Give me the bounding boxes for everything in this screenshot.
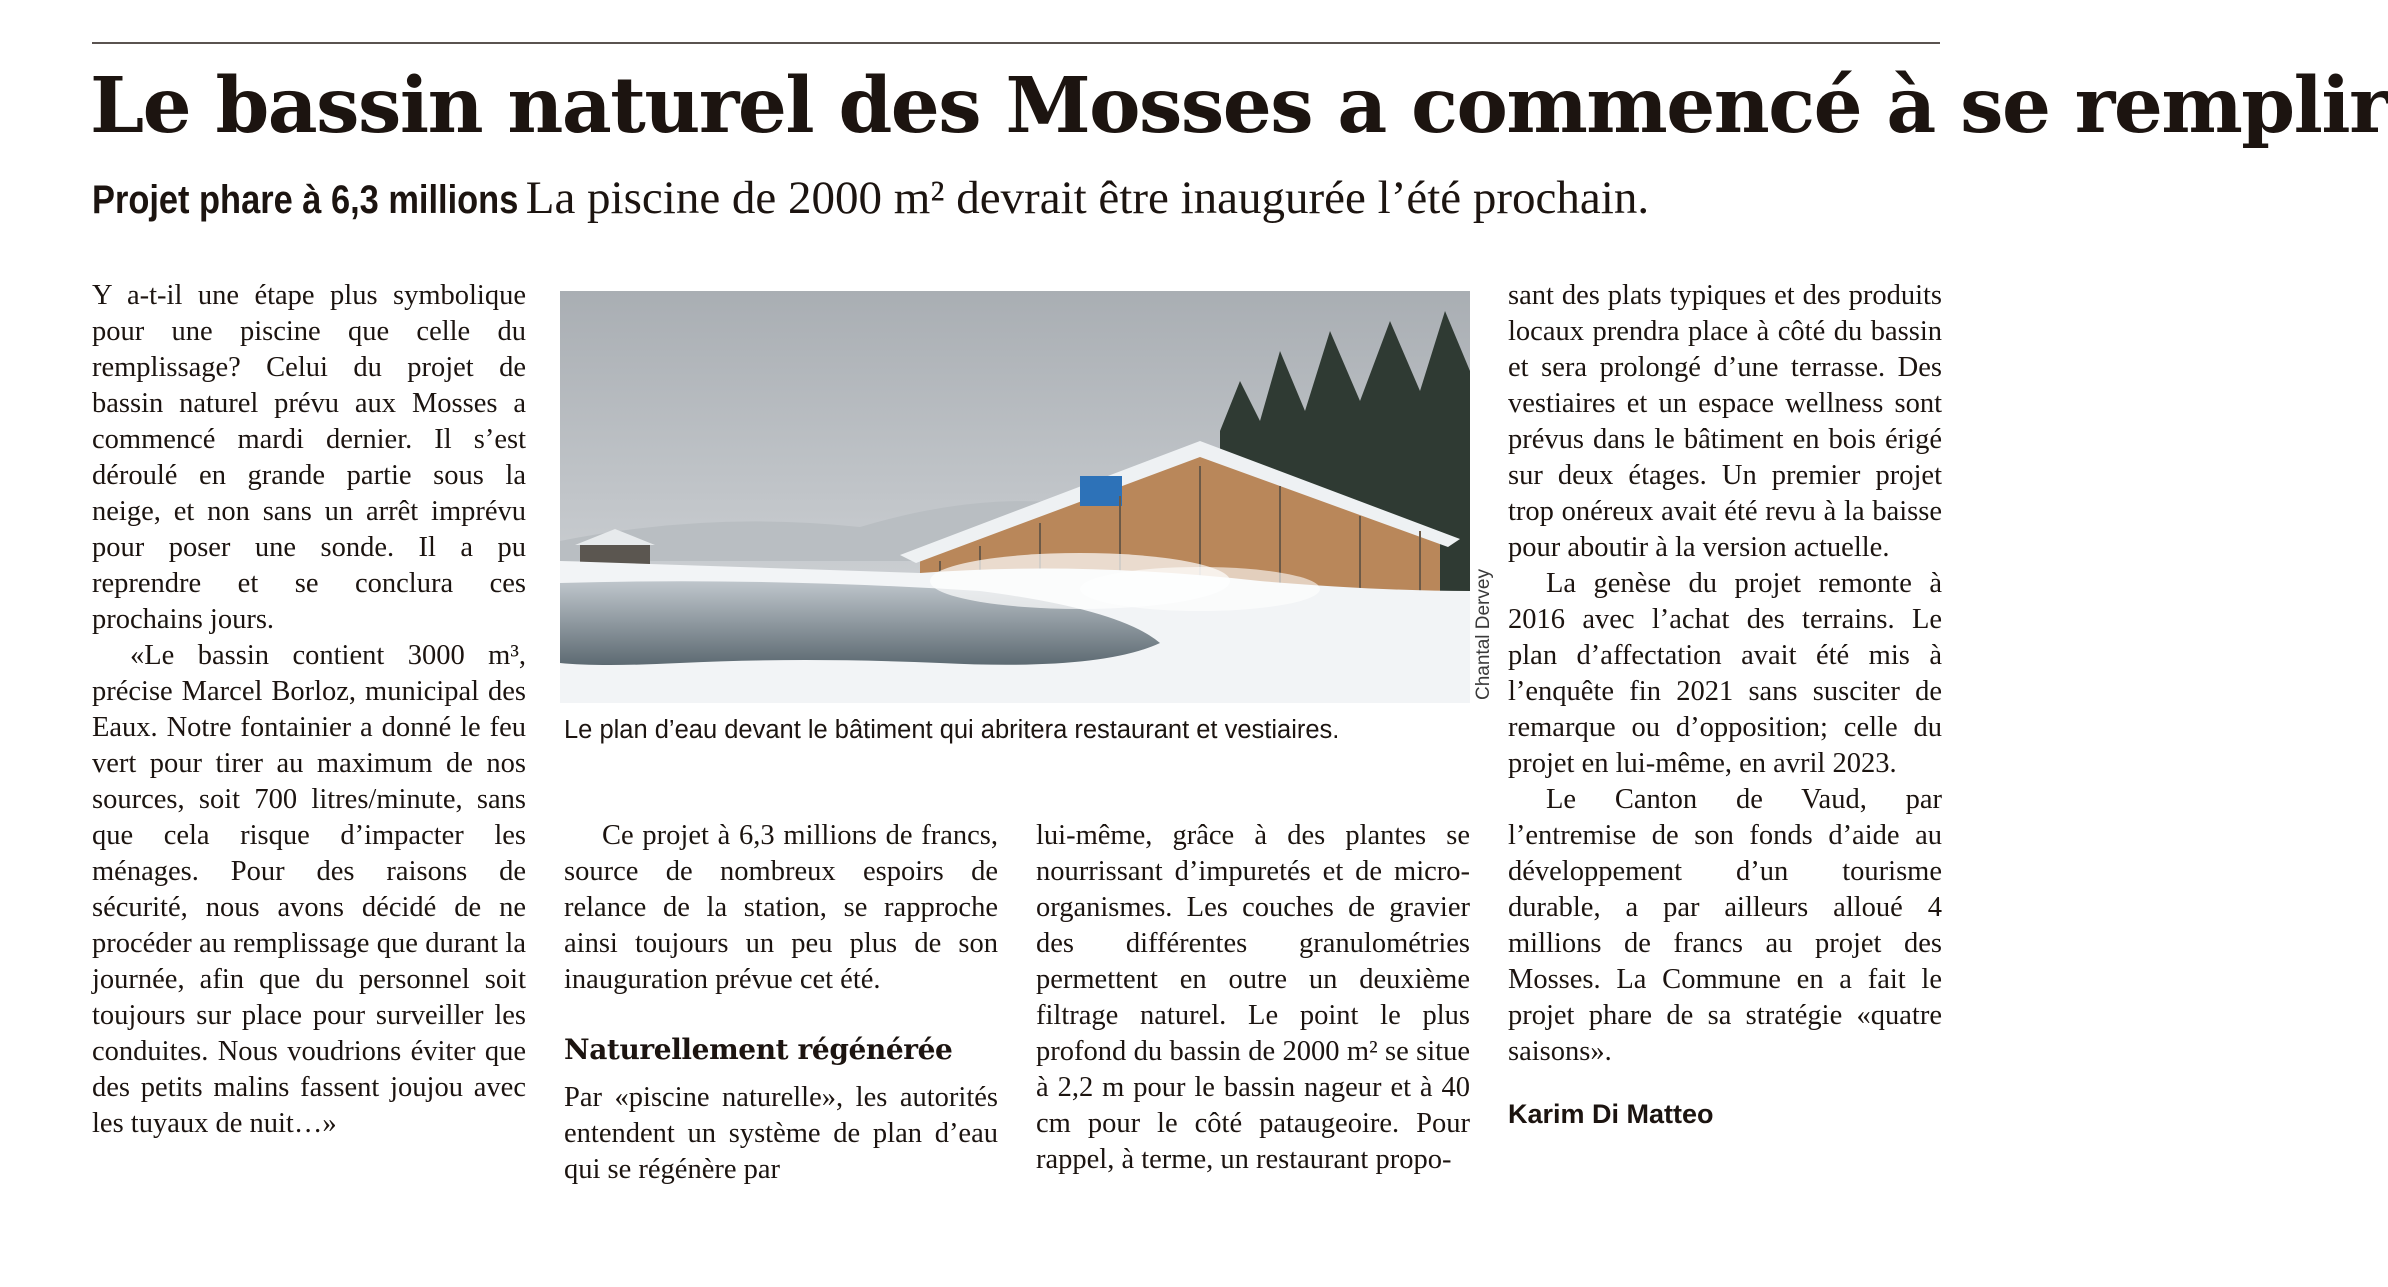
photo-credit: Chantal Dervey bbox=[1473, 569, 1494, 700]
kicker: Projet phare à 6,3 millions bbox=[92, 178, 519, 222]
paragraph: Ce projet à 6,3 millions de francs, source de nombreux espoirs de relance de la station, se rapproche ainsi toujours un peu plus de son inauguration prévue cet été. bbox=[564, 820, 998, 995]
paragraph: sant des plats typiques et des produits locaux prendra place à côté du bassin et sera prolongé d’une terrasse. Des vestiaires et un espace wellness sont prévus dans le bâtiment en bois érigé sur deux étages. Un premier projet trop onéreux avait été revu à la baisse pour aboutir à la version actuelle. bbox=[1508, 280, 1942, 563]
headline: Le bassin naturel des Mosses a commencé à se remplir bbox=[90, 61, 2388, 151]
photo-caption: Le plan d’eau devant le bâtiment qui abritera restaurant et vestiaires. bbox=[564, 716, 1340, 744]
dek: La piscine de 2000 m² devrait être inaugurée l’été prochain. bbox=[525, 172, 1650, 224]
article-photo bbox=[560, 291, 1470, 703]
subheading: Naturellement régénérée bbox=[564, 1033, 953, 1066]
paragraph: Par «piscine naturelle», les autorités entendent un système de plan d’eau qui se régénère par bbox=[564, 1082, 998, 1185]
column-1 bbox=[92, 278, 526, 1142]
column-2 bbox=[564, 818, 998, 1188]
subline bbox=[92, 166, 1649, 241]
column-4 bbox=[1508, 278, 1942, 1132]
paragraph: Y a-t-il une étape plus symbolique pour une piscine que celle du remplissage? Celui du projet de bassin naturel prévu aux Mosses a commencé mardi dernier. Il s’est déroulé en grande partie sous la neige, et non sans un arrêt imprévu pour poser une sonde. Il a pu reprendre et se conclura ces prochains jours. bbox=[92, 280, 526, 635]
paragraph: lui-même, grâce à des plantes se nourrissant d’impuretés et de micro-organismes. Les couches de gravier des différentes granulométries permettent en outre un deuxième filtrage naturel. Le point le plus profond du bassin de 2000 m² se situe à 2,2 m pour le bassin nageur et à 40 cm pour le côté pataugeoire. Pour rappel, à terme, un restaurant propo- bbox=[1036, 820, 1470, 1175]
paragraph: La genèse du projet remonte à 2016 avec l’achat des terrains. Le plan d’affectation avait été mis à l’enquête fin 2021 sans susciter de remarque ou d’opposition; celle du projet en lui-même, en avril 2023. bbox=[1508, 568, 1942, 779]
top-rule bbox=[92, 42, 1940, 44]
paragraph: «Le bassin contient 3000 m³, précise Marcel Borloz, municipal des Eaux. Notre fontainier a donné le feu vert pour tirer au maximum de nos sources, soit 700 litres/minute, sans que cela risque d’impacter les ménages. Pour des raisons de sécurité, nous avons décidé de ne procéder au remplissage que durant la journée, afin que du personnel soit toujours sur place pour surveiller les conduites. Nous voudrions éviter que des petits malins fassent joujou avec les tuyaux de nuit…» bbox=[92, 640, 526, 1139]
byline: Karim Di Matteo bbox=[1508, 1099, 1714, 1129]
column-3 bbox=[1036, 818, 1470, 1178]
paragraph: Le Canton de Vaud, par l’entremise de son fonds d’aide au développement d’un tourisme durable, a par ailleurs alloué 4 millions de francs au projet des Mosses. La Commune en a fait le projet phare de sa stratégie «quatre saisons». bbox=[1508, 784, 1942, 1067]
